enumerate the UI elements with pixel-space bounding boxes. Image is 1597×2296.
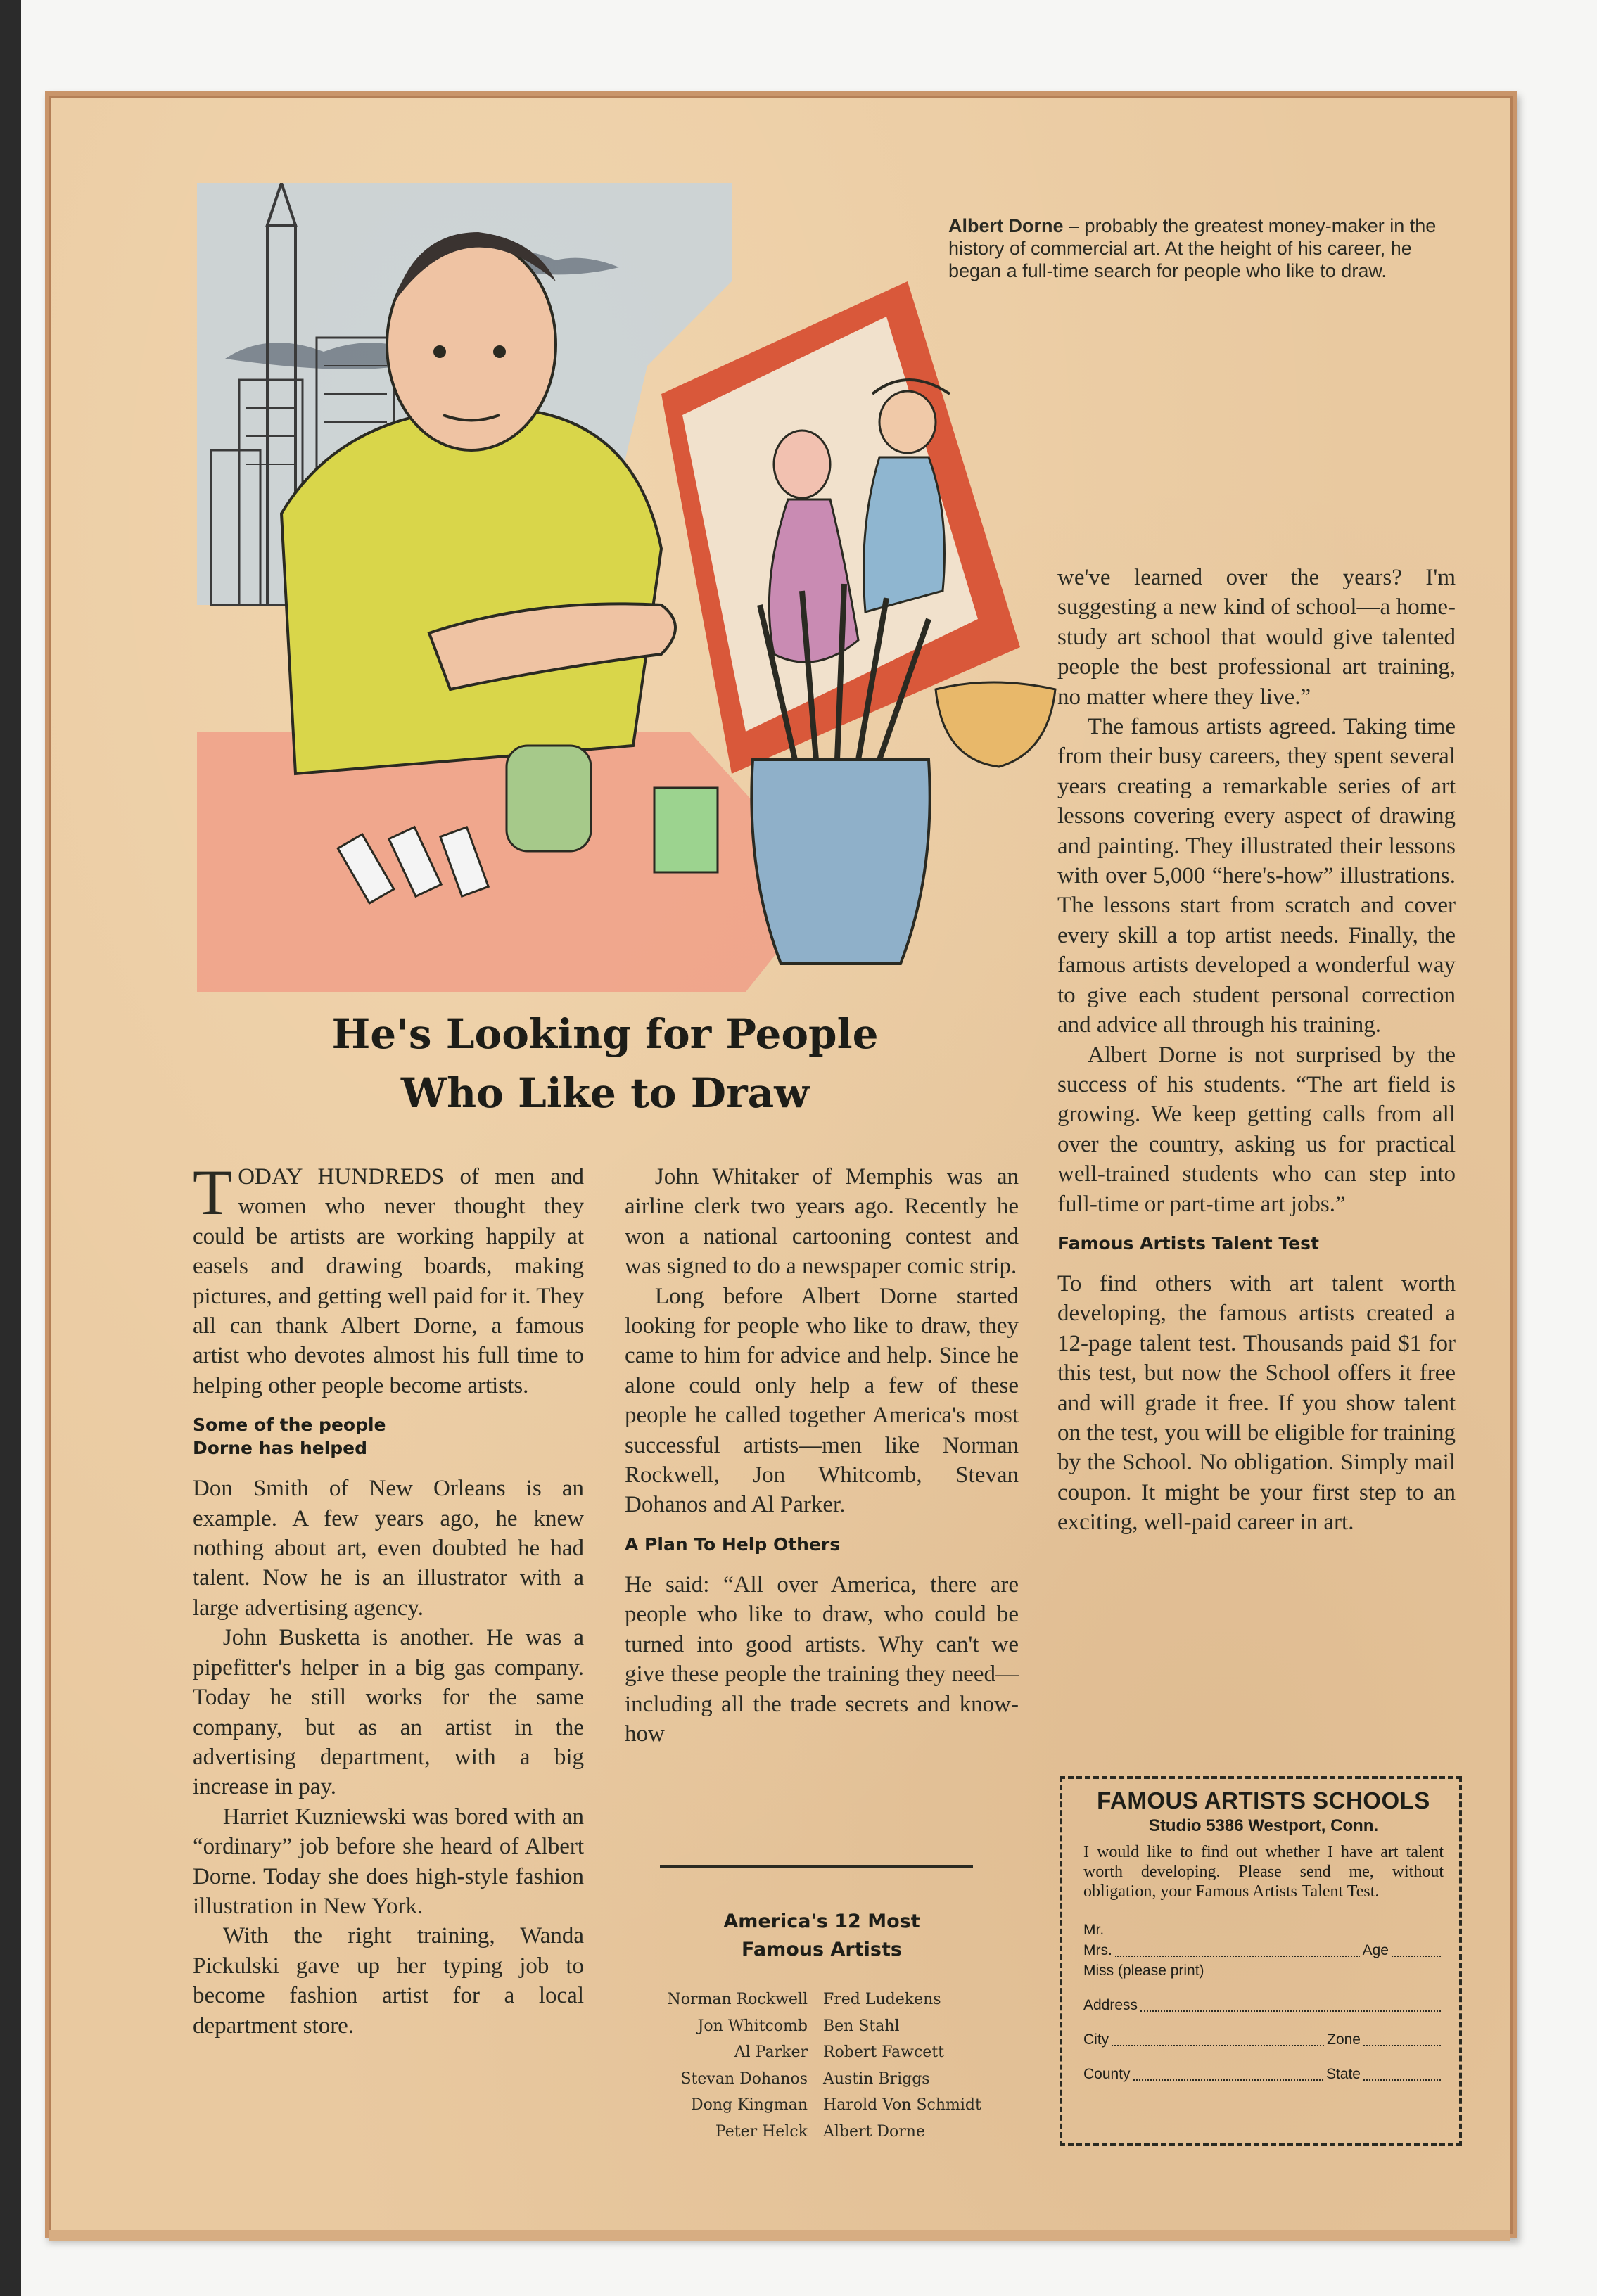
field-label: City [1083, 2032, 1109, 2048]
intro-paragraph [193, 1156, 584, 1401]
artists-list-title [625, 1908, 1019, 1964]
drop-cap: T [193, 1156, 233, 1228]
field-label: County [1083, 2066, 1131, 2082]
coupon-title: FAMOUS ARTISTS SCHOOLS [1097, 1787, 1430, 1813]
list-item [619, 2039, 1034, 2066]
list-item [619, 2013, 1034, 2040]
page-bottom-edge [49, 2230, 1510, 2241]
scanner-edge [0, 0, 21, 2296]
artist-portrait-illustration [197, 183, 1119, 992]
illustration-caption [948, 215, 1441, 282]
field-mr[interactable] [1083, 1920, 1444, 1940]
paragraph: Harriet Kuzniewski was bored with an “ordinary” job before she heard of Albert Dorne. Today she does high-style fashion illustration in New York. [193, 1804, 584, 1919]
caption-name: Albert Dorne [948, 215, 1064, 236]
subhead-line-2: Dorne has helped [193, 1438, 368, 1459]
intro-smallcaps: ODAY HUNDREDS [238, 1164, 445, 1190]
artist-name: Jon Whitcomb [697, 2017, 808, 2035]
field-label: State [1325, 2066, 1361, 2082]
paragraph: He said: “All over America, there are people who like to draw, who could be turned into good artists. Why can't we give these people the training they need—including all the trade secrets and know-how [625, 1571, 1019, 1747]
artist-name: Austin Briggs [823, 2069, 930, 2088]
mail-in-coupon[interactable] [1060, 1776, 1462, 2146]
field-label: Age [1362, 1942, 1389, 1958]
county-line[interactable] [1133, 2078, 1323, 2081]
subhead-talent-test: Famous Artists Talent Test [1057, 1232, 1319, 1254]
field-miss [1083, 1960, 1444, 1981]
paragraph: John Whitaker of Memphis was an airline clerk two years ago. Recently he won a national cartooning contest and was signed to do a newspaper comic strip. [625, 1164, 1019, 1280]
paragraph: With the right training, Wanda Pickulski gave up her typing job to become fashion artist for a local department store. [193, 1923, 584, 2039]
artists-list [619, 1986, 1034, 2145]
coupon-address: Studio 5386 Westport, Conn. [1148, 1816, 1379, 1835]
list-title-line-2: Famous Artists [742, 1939, 902, 1960]
state-line[interactable] [1363, 2078, 1441, 2081]
caption-text: – probably the greatest money-maker in the history of commercial art. At the height of his career, he began a full-time search for people who like to draw. [948, 215, 1437, 281]
coupon-fields [1083, 1920, 1444, 2084]
city-line[interactable] [1112, 2043, 1324, 2046]
paragraph: The famous artists agreed. Taking time from their busy careers, they spent several years creating a remarkable series of art lessons covering every aspect of drawing and painting. They illustrated their lessons with over 5,000 “here's-how” illustrations. The lessons start from scratch and cover every skill a top artist needs. Finally, the famous artists developed a wonderful way to give each student personal correction and advice all through his training. [1057, 714, 1456, 1038]
field-label: Zone [1327, 2032, 1361, 2048]
list-item [619, 1986, 1034, 2013]
subhead-plan: A Plan To Help Others [625, 1533, 841, 1555]
intro-text: of men and women who never thought they could be artists are working happily at easels and drawing boards, making pictures, and getting well paid for it. They all can thank Albert Dorne, a famous artist who devotes almost his full time to helping other people become artists. [193, 1164, 584, 1398]
name-line[interactable] [1115, 1954, 1360, 1957]
artist-name: Peter Helck [715, 2122, 808, 2141]
column-1 [193, 1156, 584, 2041]
subhead-line-1: Some of the people [193, 1415, 386, 1436]
coupon-body: I would like to find out whether I have art talent worth developing. Please send me, without obligation, your Famous Artists Talent Test. [1083, 1843, 1444, 1901]
artist-name: Ben Stahl [823, 2017, 900, 2035]
artist-name: Fred Ludekens [823, 1991, 941, 2008]
age-line[interactable] [1392, 1954, 1441, 1957]
artist-name: Harold Von Schmidt [823, 2096, 981, 2114]
list-item [619, 2119, 1034, 2145]
address-line[interactable] [1140, 2009, 1441, 2012]
paragraph: John Busketta is another. He was a pipefitter's helper in a big gas company. Today he still works for the same company, but as an artist in the advertising department, with a big increase in pay. [193, 1625, 584, 1800]
divider-rule [660, 1866, 973, 1868]
artist-name: Dong Kingman [691, 2096, 808, 2114]
field-label: Address [1083, 1997, 1138, 2013]
column-2 [625, 1162, 1019, 1749]
field-label: Miss (please print) [1083, 1963, 1204, 1979]
artist-name: Albert Dorne [823, 2122, 925, 2141]
paragraph: To find others with art talent worth developing, the famous artists created a 12-page talent test. Thousands paid $1 for this test, but now the School offers it free and will grade it free. If you show talent on the test, you will be eligible for training by the School. No obligation. Simply mail coupon. It might be your first step to an exciting, well-paid career in art. [1057, 1270, 1456, 1536]
field-mrs-age[interactable] [1083, 1940, 1444, 1960]
field-label: Mr. [1083, 1922, 1105, 1938]
list-item [619, 2066, 1034, 2093]
field-city-zone[interactable] [1083, 2029, 1444, 2050]
field-address[interactable] [1083, 1995, 1444, 2015]
artist-name: Norman Rockwell [667, 1991, 808, 2008]
paragraph: we've learned over the years? I'm suggesting a new kind of school—a home-study art school that would give talented people the best professional art training, no matter where they live.” [1057, 565, 1456, 710]
list-title-line-1: America's 12 Most [723, 1911, 920, 1932]
field-label: Mrs. [1083, 1942, 1112, 1958]
paragraph: Albert Dorne is not surprised by the success of his students. “The art field is growing. We keep getting calls from all over the country, asking us for practical well-trained students who can step into full-time or part-time art jobs.” [1057, 1042, 1456, 1217]
field-county-state[interactable] [1083, 2064, 1444, 2084]
headline-line-1: He's Looking for People [331, 1010, 879, 1058]
column-3 [1057, 563, 1456, 1538]
paragraph: Don Smith of New Orleans is an example. A few years ago, he knew nothing about art, even doubted he had talent. Now he is an illustrator with a large advertising agency. [193, 1476, 584, 1621]
zone-line[interactable] [1363, 2043, 1441, 2046]
list-item [619, 2092, 1034, 2119]
headline [197, 1005, 1013, 1123]
artist-name: Al Parker [734, 2043, 808, 2061]
headline-line-2: Who Like to Draw [400, 1069, 810, 1117]
paragraph: Long before Albert Dorne started looking for people who like to draw, they came to him for advice and help. Since he alone could only help a few of these people he called together America's most successful artists—men like Norman Rockwell, Jon Whitcomb, Stevan Dohanos and Al Parker. [625, 1283, 1019, 1518]
artist-name: Stevan Dohanos [680, 2069, 808, 2088]
subhead-people-helped [193, 1413, 584, 1460]
artist-name: Robert Fawcett [823, 2043, 945, 2061]
